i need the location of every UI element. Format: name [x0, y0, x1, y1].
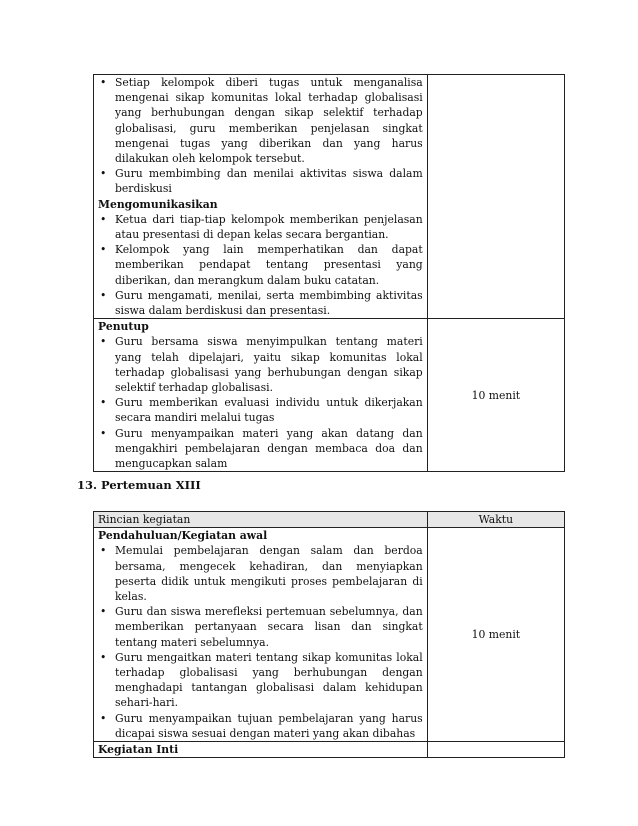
table-row: [94, 742, 565, 758]
heading-kegiatan-inti: Kegiatan Inti: [94, 742, 428, 758]
activity-cell: [94, 528, 428, 742]
time-cell: 10 menit: [427, 528, 564, 742]
bullet-list: [98, 75, 423, 197]
list-item: • Guru mengamati, menilai, serta membimbing aktivitas siswa dalam berdiskusi dan presentasi.: [98, 288, 423, 318]
list-item: • Setiap kelompok diberi tugas untuk menganalisa mengenai sikap komunitas lokal terhadap globalisasi yang berhubungan dengan sikap selektif terhadap globalisasi, guru memberikan penjelasan singkat mengenai tugas yang diberikan dan yang harus dilakukan oleh kelompok tersebut.: [98, 75, 423, 166]
bullet-list: [98, 543, 423, 741]
time-cell: 10 menit: [427, 319, 564, 472]
subheading-mengomunikasikan: Mengomunikasikan: [98, 197, 218, 211]
list-item: • Guru mengaitkan materi tentang sikap komunitas lokal terhadap globalisasi yang berhubungan dengan menghadapi tantangan globalisasi dalam kehidupan sehari-hari.: [98, 650, 423, 711]
list-item: • Memulai pembelajaran dengan salam dan berdoa bersama, mengecek kehadiran, dan menyiapkan peserta didik untuk mengikuti proses pembelajaran di kelas.: [98, 543, 423, 604]
header-waktu: Waktu: [427, 512, 564, 528]
activity-cell: [94, 319, 428, 472]
activity-table: [93, 511, 565, 758]
table-row: [94, 319, 565, 472]
table-header-row: [94, 512, 565, 528]
activity-cell: [94, 75, 428, 319]
list-item: • Guru menyampaikan tujuan pembelajaran yang harus dicapai siswa sesuai dengan materi yang akan dibahas: [98, 711, 423, 741]
list-item: • Guru dan siswa merefleksi pertemuan sebelumnya, dan memberikan pertanyaan secara lisan dan singkat tentang materi sebelumnya.: [98, 604, 423, 650]
heading-pendahuluan: Pendahuluan/Kegiatan awal: [98, 529, 268, 543]
list-item: • Guru membimbing dan menilai aktivitas siswa dalam berdiskusi: [98, 166, 423, 196]
section-title: 13. Pertemuan XIII: [77, 478, 201, 492]
list-item: • Guru menyampaikan materi yang akan datang dan mengakhiri pembelajaran dengan membaca doa dan mengucapkan salam: [98, 426, 423, 472]
activity-table-continued: [93, 74, 565, 472]
list-item: • Ketua dari tiap-tiap kelompok memberikan penjelasan atau presentasi di depan kelas secara bergantian.: [98, 212, 423, 242]
bullet-list: [98, 212, 423, 318]
table-row: [94, 528, 565, 742]
list-item: • Kelompok yang lain memperhatikan dan dapat memberikan pendapat tentang presentasi yang diberikan, dan merangkum dalam buku catatan.: [98, 242, 423, 288]
header-rincian: Rincian kegiatan: [94, 512, 428, 528]
time-cell: [427, 75, 564, 319]
list-item: • Guru bersama siswa menyimpulkan tentang materi yang telah dipelajari, yaitu sikap komunitas lokal terhadap globalisasi yang berhubungan dengan sikap selektif terhadap globalisasi.: [98, 334, 423, 395]
table-row: [94, 75, 565, 319]
heading-penutup: Penutup: [98, 320, 149, 334]
list-item: • Guru memberikan evaluasi individu untuk dikerjakan secara mandiri melalui tugas: [98, 395, 423, 425]
bullet-list: [98, 334, 423, 471]
time-cell: [427, 742, 564, 758]
